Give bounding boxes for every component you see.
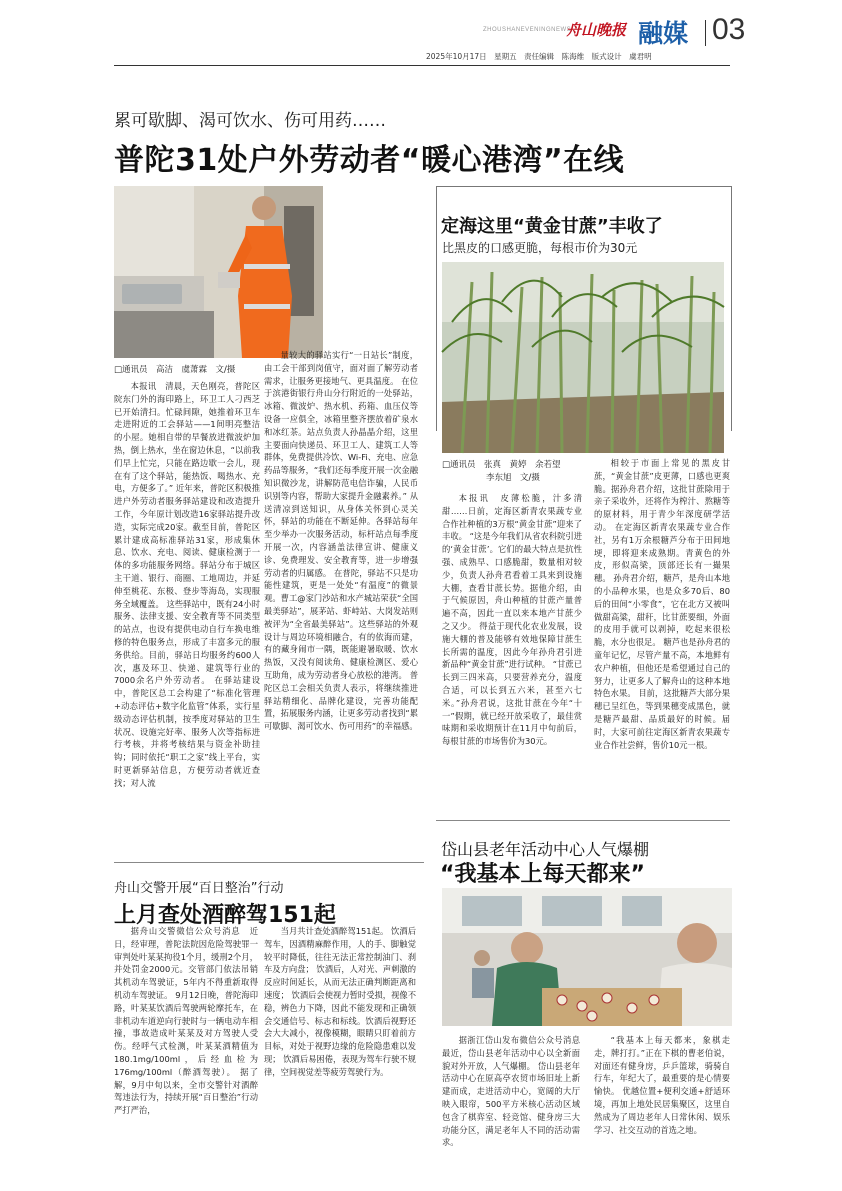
elderly-column-1	[442, 1034, 589, 1172]
page-number: 03	[712, 13, 746, 46]
main-column-2	[264, 349, 418, 846]
elderly-headline: “我基本上每天都来”	[440, 862, 645, 887]
sugarcane-col1-text: 本报讯 皮薄松脆，汁多清甜……日前，定海区新青农果蔬专业合作社种植的3万根“黄金甘蔗”迎来了丰收。 “这是今年我们从省农科院引进的‘黄金甘蔗’。它们的最大特点是抗性强、成熟早、口感脆甜，数量相对较少，负责人孙舟君看着工具来到设施大棚，查看甘蔗长势。据他介绍，由于气候原因，舟山种植的甘蔗产量普遍不高，因此一直以来本地产甘蔗少之又少。 得益于现代化农业发展，设施大棚的普及能够有效地保障甘蔗生长所需的温度，因此今年孙舟君引进新品种“黄金甘蔗”进行试种。 “甘蔗已长到三四米高，只要营养充分，温度合适，可以长到五六米，甚至六七米。”孙舟君说，这批甘蔗在今年“十一”假期，就已经开放采收了，最佳赏味期和采收期预计在11月中旬前后，每根甘蔗的市场售价为30元。	[442, 493, 582, 747]
masthead-english: ZHOUSHANEVENINGNEWS	[483, 27, 572, 33]
right-section-divider	[436, 820, 730, 821]
traffic-col1-text: 据舟山交警微信公众号消息 近日，经审理，普陀法院因危险驾驶罪一审判处叶某某拘役1个月，缓刑2个月，并处罚金2000元。交管部门依法吊销其机动车驾驶证，5年内不得重新取得机动车驾驶证。 9月12日晚，普陀海印路，叶某某饮酒后驾驶两轮摩托车，在非机动车道逆向行驶时与一辆电动车相撞，事故造成叶某某及对方驾驶人受伤。经呼气式检测，叶某某酒精值为180.1mg/100ml，后经血检为176mg/100ml（醉酒驾驶）。 据了解，9月中旬以来，全市交警针对酒醉驾违法行为，持续开展“百日整治”行动严打严治，	[114, 926, 258, 1116]
header-rule	[114, 65, 730, 66]
traffic-top-rule	[114, 862, 424, 863]
masthead-divider	[705, 20, 706, 46]
traffic-kicker: 舟山交警开展“百日整治”行动	[114, 881, 284, 896]
elderly-column-2	[594, 1034, 730, 1172]
elderly-kicker: 岱山县老年活动中心人气爆棚	[441, 840, 650, 859]
main-col1-text: 本报讯 清晨，天色刚亮，普陀区院东门外的海印路上，环卫工人刁西芝已开始清扫。忙碌间隙，她推着环卫车走进附近的工会驿站——1间明亮整洁的小屋。她相自带的早餐放进微波炉加热，倒上热水，坐在窗边休息，“以前我们早上忙完，只能在路边歇一会儿，现在有了这个驿站，能热饭、喝热水、充电，方便多了。” 近年来，普陀区积极推进户外劳动者服务驿站建设和改造提升工作，今年原计划改造16家驿站提升改造，实际完成20家。截至目前，普陀区累计建成高标准驿站31家，形成集休息、饮水、充电、阅读、健康检测于一体的多功能服务网络。驿站分布于城区主干道、银行、商圈、工地周边，并延伸至桃花、东极、登步等海岛，实现服务全域覆盖。 这些驿站中，既有24小时服务、法律支援、安全教育等不同类型的站点，也设有提供电动自行车换电维修的特色服务点，形成了丰富多元的服务供给。目前，驿站日均服务约600人次，惠及环卫、快递、建筑等行业的7000余名户外劳动者。 在驿站建设中，普陀区总工会构建了“标准化管理+动态评估+数字化监管”体系，实行星级动态评估机制，按季度对驿站的卫生状况、设施完好率、服务人次等指标进行考核，并将考核结果与资金补助挂钩；同时依托“职工之家”线上平台，实时更新驿站信息，方便劳动者就近查找；对人流	[114, 381, 260, 788]
main-column-1	[114, 380, 260, 846]
main-col2-text: 量较大的驿站实行“一日站长”制度，由工会干部到岗值守，面对面了解劳动者需求，让服务更接地气、更具温度。 在位于滨港街银行舟山分行附近的一处驿站，冰箱、微波炉、热水机、药箱、血压仪等设备一应俱全，冰箱里整齐摆放着矿泉水和冰红茶。站点负责人孙晶晶介绍，这里主要面向快递员、环卫工人、建筑工人等群体，免费提供冷饮、Wi-Fi、充电、应急药品等服务，“我们还每季度开展一次金融知识微沙龙，讲解防范电信诈骗，人民币识别等内容，帮助大家提升金融素养。” 从送清凉到送知识，从身体关怀到心灵关怀，驿站的功能在不断延伸。各驿站每年至少举办一次服务活动，标杆站点每季度开展一次，内容涵盖法律宣讲、健康义诊、免费理发、安全教育等，进一步增强劳动者的归属感。 在普陀，驿站不只是功能性建筑，更是一处处“有温度”的微景观。曹工@家门沙站和水产城站荣获“全国最美驿站”，展茅站、虾峙站、大岗发站则被评为“全省最美驿站”。这些驿站的外观设计与周边环境相融合，有的依海而建，有的藏身闹市一隅，既能避暑取暖、饮水热饭，又没有阅读角、健康检测区、爱心互助角，成为劳动者身心放松的港湾。 普陀区总工会相关负责人表示，将继续推进驿站精细化、品牌化建设，完善功能配置，拓展服务内涵，让更多劳动者找到“累可歇脚、渴可饮水、伤可用药”的幸福感。	[264, 350, 418, 732]
section-name: 融媒	[638, 19, 689, 48]
elderly-col1-text: 据浙江岱山发布微信公众号消息 最近，岱山县老年活动中心以全新面貌对外开放，人气爆棚。 岱山县老年活动中心在原高亭农贸市场旧址上新建而成，走进活动中心，宽阔的大厅映入眼帘，500平方米核心活动区域包含了棋弈室、轻竞馆、健身房三大功能分区，满足老年人不同的活动需求。	[442, 1035, 589, 1148]
sugarcane-photo	[442, 262, 724, 453]
traffic-headline: 上月查处酒醉驾151起	[114, 903, 336, 928]
sugarcane-caption-line1: □通讯员 张真 黄婷 余若望	[442, 460, 561, 470]
main-photo-caption: □通讯员 高洁 虞萧霖 文/摄	[114, 365, 236, 375]
sugarcane-subtitle: 比黑皮的口感更脆，每根市价为30元	[442, 241, 638, 255]
masthead-logo: 舟山晚报	[566, 21, 627, 39]
elderly-col2-text: “我基本上每天都来，象棋走走，牌打打。”正在下棋的曹老伯说，对面还有健身房，乒乒篮球，骑骑自行车，年纪大了，最重要的是心情要愉快。 优越位置+便利交通+舒适环境，再加上地处民居集聚区，这里自然成为了周边老年人日常休闲、娱乐学习、社交互动的首选之地。	[594, 1035, 730, 1135]
sugarcane-caption-line2: 李东旭 文/摄	[486, 473, 540, 483]
dateline: 2025年10月17日 星期五 责任编辑 陈海维 版式设计 虞君明	[426, 52, 652, 61]
traffic-column-2	[264, 925, 416, 1125]
chess-players-photo	[442, 888, 732, 1026]
traffic-column-1	[114, 925, 258, 1125]
sugarcane-column-2	[594, 457, 730, 788]
sugarcane-col2-text: 相较于市面上常见的黑皮甘蔗，“黄金甘蔗”皮更薄，口感也更爽脆。据孙舟君介绍，这批甘蔗除用于亲子采收外，还将作为榨汁、熬糖等的原材料，用于青少年深度研学活动。 在定海区新青农果蔬专业合作社，另有1万余根糖芦分布于田间地埂，即将迎来成熟期。青黄色的外皮，形似高梁，顶部还长有一撮果穗。 孙舟君介绍，糖芦，是舟山本地的小品种水果，也是众多70后、80后的田间“小零食”，它在北方又被叫做甜高粱，甜秆，比甘蔗要细，外面的皮用手就可以剥掉，吃起来很松脆，水分也很足。 糖芦也是孙舟君的童年记忆，尽管产量不高，本地鲜有农户种植，但他还是希望通过自己的努力，让更多人了解舟山的这种本地特色水果。 目前，这批糖芦大部分果穗已呈红色，等到果穗变成黑色，就是糖芦最甜、品质最好的时候。届时，大家可前往定海区新青农果蔬专业合作社尝鲜，售价10元一根。	[594, 458, 730, 750]
sugarcane-headline: 定海这里“黄金甘蔗”丰收了	[441, 216, 663, 237]
sugarcane-column-1	[442, 492, 582, 788]
traffic-col2-text: 当月共计查处酒醉驾151起。 饮酒后驾车，因酒精麻醉作用，人的手、脚触觉较平时降低，往往无法正常控制油门、刹车及方向盘； 饮酒后，人对光、声刺激的反应时间延长，从而无法正确判断距离和速度； 饮酒后会使视力暂时受损，视像不稳，辨色力下降，因此不能发现和正确领会交通信号、标志和标线。饮酒后视野还会大大减小，视像模糊，眼睛只盯着前方目标，对处于视野边缘的危险隐患难以发现； 饮酒后易困倦，表现为驾车行驶不规律，空间视觉差等疲劳驾驶行为。	[264, 926, 416, 1077]
main-headline: 普陀31处户外劳动者“暖心港湾”在线	[114, 143, 625, 178]
main-kicker: 累可歇脚、渴可饮水、伤可用药……	[114, 111, 386, 131]
worker-photo	[114, 186, 323, 358]
